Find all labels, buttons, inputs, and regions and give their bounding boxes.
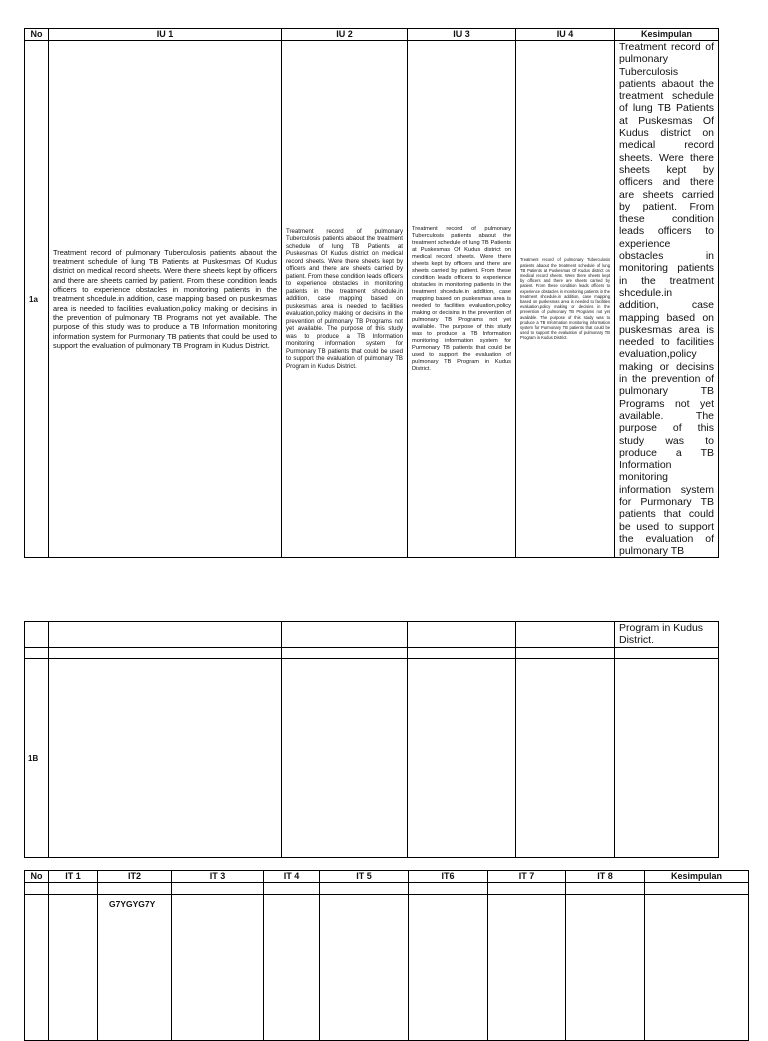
cell-empty — [25, 895, 49, 1041]
cell-iu4: Treatment record of pulmonary Tuberculosis patients abaout the treatment schedule of lung TB Patients at Puskesmas Of Kudus district on medical record sheets. Were there sheets kept by officers and there are sheets carried by patient. From these condition leads officers to experience obstacles in monitoring patients in the treatment shcedule.in addition, case mapping based on puskesmas area is needed to facilities evaluation,policy making or decisins in the prevention of pulmonary TB Programs not yet available. The purpose of this study was to produce a TB Information monitoring information system for Purmonary TB patients that could be used to support the evaluation of pulmonary TB Program in Kudus District. — [516, 41, 615, 558]
cell-empty — [516, 659, 615, 858]
cell-empty — [516, 648, 615, 659]
header-iu1: IU 1 — [49, 29, 282, 41]
header-kesimpulan: Kesimpulan — [645, 871, 749, 883]
cell-empty — [49, 622, 282, 648]
cell-empty — [320, 883, 409, 895]
cell-empty — [25, 883, 49, 895]
cell-row-label: 1B — [25, 659, 49, 858]
cell-empty — [282, 622, 408, 648]
cell-empty — [49, 659, 282, 858]
header-it3: IT 3 — [172, 871, 264, 883]
header-no: No — [25, 871, 49, 883]
cell-iu3: Treatment record of pulmonary Tuberculosis patients abaout the treatment schedule of lung TB Patients at Puskesmas Of Kudus district on medical record sheets. Were there sheets kept by officers and there are sheets carried by patient. From these condition leads officers to experience obstacles in monitoring patients in the treatment shcedule.in addition, case mapping based on puskesmas area is needed to facilities evaluation,policy making or decisins in the prevention of pulmonary TB Programs not yet available. The purpose of this study was to produce a TB Information monitoring information system for Purmonary TB patients that could be used to support the evaluation of pulmonary TB Program in Kudus District. — [408, 41, 516, 558]
table-iu-continued — [24, 621, 719, 858]
cell-empty — [264, 895, 320, 1041]
cell-empty — [566, 883, 645, 895]
table-it — [24, 870, 749, 1041]
cell-empty — [172, 883, 264, 895]
cell-empty — [615, 659, 719, 858]
header-it6: IT6 — [409, 871, 488, 883]
header-iu3: IU 3 — [408, 29, 516, 41]
cell-empty — [172, 895, 264, 1041]
cell-empty — [282, 659, 408, 858]
cell-row-label: 1a — [25, 41, 49, 558]
cell-empty — [615, 648, 719, 659]
cell-empty — [282, 648, 408, 659]
cell-empty — [49, 895, 98, 1041]
cell-empty — [409, 883, 488, 895]
cell-empty — [408, 622, 516, 648]
cell-empty — [49, 648, 282, 659]
cell-empty — [320, 895, 409, 1041]
cell-empty — [408, 648, 516, 659]
cell-iu2: Treatment record of pulmonary Tuberculosis patients abaout the treatment schedule of lung TB Patients at Puskesmas Of Kudus district on medical record sheets. Were there sheets kept by officers and there are sheets carried by patient. From these condition leads officers to experience obstacles in monitoring patients in the treatment shcedule.in addition, case mapping based on puskesmas area is needed to facilities evaluation,policy making or decisins in the prevention of pulmonary TB Programs not yet available. The purpose of this study was to produce a TB Information monitoring information system for Purmonary TB patients that could be used to support the evaluation of pulmonary TB Program in Kudus District. — [282, 41, 408, 558]
header-no: No — [25, 29, 49, 41]
header-it8: IT 8 — [566, 871, 645, 883]
cell-empty — [408, 659, 516, 858]
cell-kesimpulan: Treatment record of pulmonary Tuberculosis patients abaout the treatment schedule of lung TB Patients at Puskesmas Of Kudus district on medical record sheets. Were there sheets kept by officers and there are sheets carried by patient. From these condition leads officers to experience obstacles in monitoring patients in the treatment shcedule.in addition, case mapping based on puskesmas area is needed to facilities evaluation,policy making or decisins in the prevention of pulmonary TB Programs not yet available. The purpose of this study was to produce a TB Information monitoring information system for Purmonary TB patients that could be used to support the evaluation of pulmonary TB — [615, 41, 719, 558]
header-iu2: IU 2 — [282, 29, 408, 41]
cell-empty — [645, 895, 749, 1041]
cell-empty — [488, 895, 566, 1041]
cell-empty — [516, 622, 615, 648]
header-it2: IT2 — [98, 871, 172, 883]
header-it5: IT 5 — [320, 871, 409, 883]
header-it4: IT 4 — [264, 871, 320, 883]
header-iu4: IU 4 — [516, 29, 615, 41]
cell-empty — [25, 648, 49, 659]
cell-empty — [98, 883, 172, 895]
table-iu — [24, 28, 719, 558]
cell-kesimpulan-continued: Program in Kudus District. — [615, 622, 719, 648]
cell-empty — [264, 883, 320, 895]
cell-empty — [49, 883, 98, 895]
header-it7: IT 7 — [488, 871, 566, 883]
cell-empty — [488, 883, 566, 895]
cell-iu1: Treatment record of pulmonary Tuberculosis patients abaout the treatment schedule of lung TB Patients at Puskesmas Of Kudus district on medical record sheets. Were there sheets kept by officers and there are sheets carried by patient. From these condition leads officers to experience obstacles in monitoring patients in the treatment shcedule.in addition, case mapping based on puskesmas area is needed to facilities evaluation,policy making or decisins in the prevention of pulmonary TB Programs not yet available. The purpose of this study was to produce a TB Information monitoring information system for Purmonary TB patients that could be used to support the evaluation of pulmonary TB Program in Kudus District. — [49, 41, 282, 558]
cell-empty — [25, 622, 49, 648]
cell-empty — [645, 883, 749, 895]
cell-it2: G7YGYG7Y — [98, 895, 172, 1041]
cell-empty — [566, 895, 645, 1041]
header-it1: IT 1 — [49, 871, 98, 883]
cell-empty — [409, 895, 488, 1041]
header-kesimpulan: Kesimpulan — [615, 29, 719, 41]
